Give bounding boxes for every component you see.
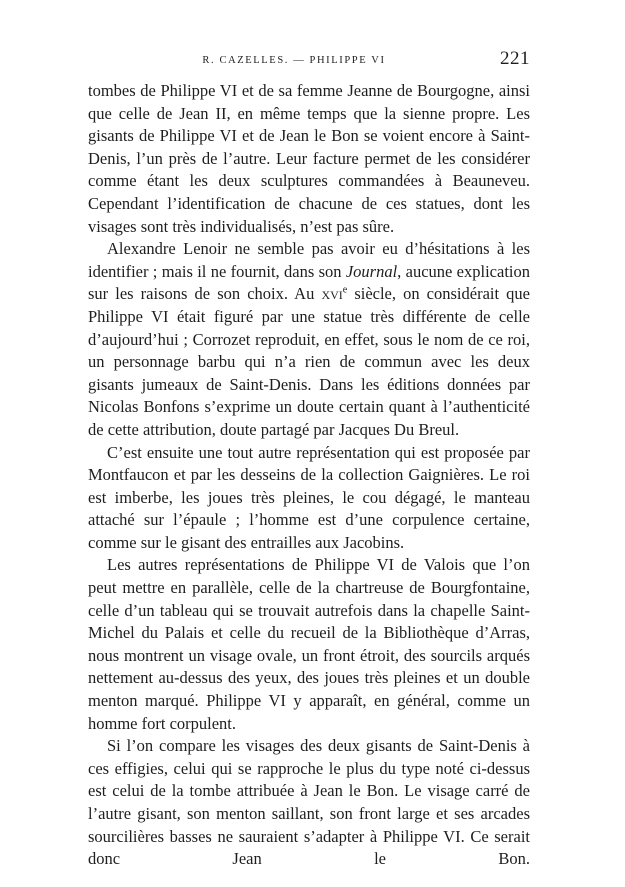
paragraph-4: Les autres représentations de Philippe VI de Valois que l’on peut mettre en parallèle, celle de la chartreuse de Bourgfontaine, celle d’un tableau qui se trouvait autrefois dans la chapelle Saint-Michel du Palais et celle du recueil de la Bibliothèque d’Arras, nous montrent un visage ovale, un front étroit, des sourcils arqués nettement au-dessus des yeux, des joues très pleines et un double menton marqué. Philippe VI y apparaît, en général, comme un homme fort corpulent. — [88, 555, 530, 733]
paragraph-2-text-c: siècle, on considérait que Philippe VI était figuré par une statue très différente de celle d’aujourd’hui ; Corrozet reproduit, en effet, sous le nom de ce roi, un personnage barbu qui n’a rien de commun avec les deux gisants jumeaux de Saint-Denis. Dans les éditions données par Nicolas Bonfons s’exprime un doute certain quant à l’authenticité de cette attribution, doute partagé par Jacques Du Breul. — [88, 284, 530, 439]
paragraph-1: tombes de Philippe VI et de sa femme Jeanne de Bourgogne, ainsi que celle de Jean II, en même temps que la sienne propre. Les gisants de Philippe VI et de Jean le Bon se voient encore à Saint-Denis, l’un près de l’autre. Leur facture permet de les considérer comme étant les deux sculptures commandées à Beauneveu. Cependant l’identification de chacune de ces statues, dont les visages sont très individualisés, n’est pas sûre. — [88, 81, 530, 236]
running-header — [88, 40, 530, 80]
journal-title: Journal — [345, 261, 398, 281]
body-text — [88, 80, 530, 871]
paragraph-2-text-a: Alexandre Lenoir ne semble pas avoir eu d’hésitations à les identifier ; mais il ne fournit, dans son — [88, 239, 530, 281]
century-numeral: xvi — [321, 284, 343, 304]
paragraph-2 — [88, 238, 530, 441]
paragraph-3: C’est ensuite une tout autre représentation qui est proposée par Montfaucon et par les desseins de la collection Gaignières. Le roi est imberbe, les joues très pleines, le cou dégagé, le manteau attaché sur l’épaule ; l’homme est d’une corpulence certaine, comme sur le gisant des entrailles aux Jacobins. — [88, 442, 530, 552]
running-title: R. CAZELLES. — PHILIPPE VI — [202, 55, 386, 66]
century-superscript: e — [342, 284, 348, 296]
paragraph-2-text-b: , aucune explication sur les raisons de son choix. Au — [88, 261, 530, 304]
page-number: 221 — [500, 48, 530, 69]
paragraph-5: Si l’on compare les visages des deux gisants de Saint-Denis à ces effigies, celui qui se rapproche le plus du type noté ci-dessus est celui de la tombe attribuée à Jean le Bon. Le visage carré de l’autre gisant, son menton saillant, son front large et ses arcades sourcilières basses ne sauraient s’adapter à Philippe VI. Ce serait donc Jean le Bon. — [88, 736, 530, 869]
book-page — [88, 40, 530, 871]
